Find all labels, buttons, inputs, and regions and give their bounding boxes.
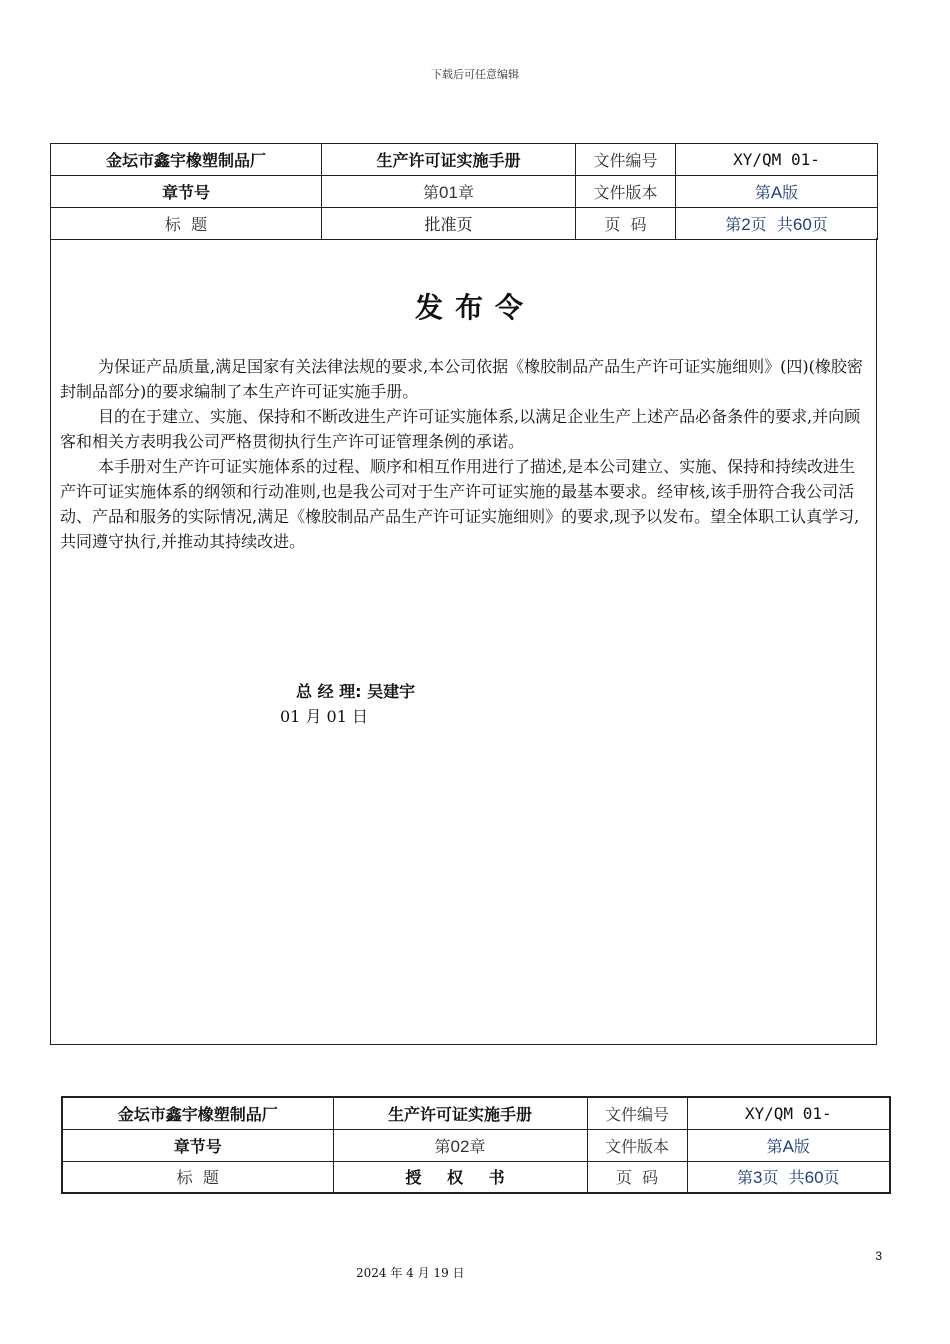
- chapter-value: 第02章: [333, 1129, 587, 1161]
- company-name: 金坛市鑫宇橡塑制品厂: [51, 144, 322, 176]
- page-label: 页 码: [576, 208, 676, 240]
- page-value: 第2页 共60页: [676, 208, 878, 240]
- paragraph: 为保证产品质量,满足国家有关法律法规的要求,本公司依据《橡胶制品产品生产许可证实施细则》(四)(橡胶密封制品部分)的要求编制了本生产许可证实施手册。: [60, 357, 863, 401]
- version-value: 第A版: [687, 1129, 890, 1161]
- version-value: 第A版: [676, 176, 878, 208]
- document-title: 发布令: [414, 291, 535, 324]
- company-name: 金坛市鑫宇橡塑制品厂: [62, 1097, 333, 1129]
- version-label: 文件版本: [576, 176, 676, 208]
- document-body: [60, 354, 868, 554]
- title-label: 标 题: [62, 1161, 333, 1193]
- chapter-value: 第01章: [322, 176, 576, 208]
- doc-no-label: 文件编号: [587, 1097, 687, 1129]
- page-value: 第3页 共60页: [687, 1161, 890, 1193]
- manual-name: 生产许可证实施手册: [333, 1097, 587, 1129]
- doc-no-value: XY/QM 01-: [676, 144, 878, 176]
- top-note: 下载后可任意编辑: [431, 68, 519, 81]
- chapter-label: 章节号: [62, 1129, 333, 1161]
- title-value: 授 权 书: [333, 1161, 587, 1193]
- header-table-1: [50, 143, 878, 240]
- doc-no-label: 文件编号: [576, 144, 676, 176]
- header-table-2: [61, 1096, 891, 1194]
- title-value: 批准页: [322, 208, 576, 240]
- chapter-label: 章节号: [51, 176, 322, 208]
- signer: 总 经 理: 吴建宇: [296, 682, 416, 701]
- manual-name: 生产许可证实施手册: [322, 144, 576, 176]
- doc-no-value: XY/QM 01-: [687, 1097, 890, 1129]
- page-label: 页 码: [587, 1161, 687, 1193]
- version-label: 文件版本: [587, 1129, 687, 1161]
- footer-date: 2024 年 4 月 19 日: [356, 1266, 465, 1280]
- paragraph: 本手册对生产许可证实施体系的过程、顺序和相互作用进行了描述,是本公司建立、实施、保持和持续改进生产许可证实施体系的纲领和行动准则,也是我公司对于生产许可证实施的最基本要求。经审核,该手册符合我公司活动、产品和服务的实际情况,满足《橡胶制品产品生产许可证实施细则》的要求,现予以发布。望全体职工认真学习,共同遵守执行,并推动其持续改进。: [60, 457, 860, 551]
- sign-date: 01 月 01 日: [280, 707, 368, 726]
- page-number: 3: [875, 1249, 882, 1263]
- title-label: 标 题: [51, 208, 322, 240]
- paragraph: 目的在于建立、实施、保持和不断改进生产许可证实施体系,以满足企业生产上述产品必备条件的要求,并向顾客和相关方表明我公司严格贯彻执行生产许可证管理条例的承诺。: [60, 407, 861, 451]
